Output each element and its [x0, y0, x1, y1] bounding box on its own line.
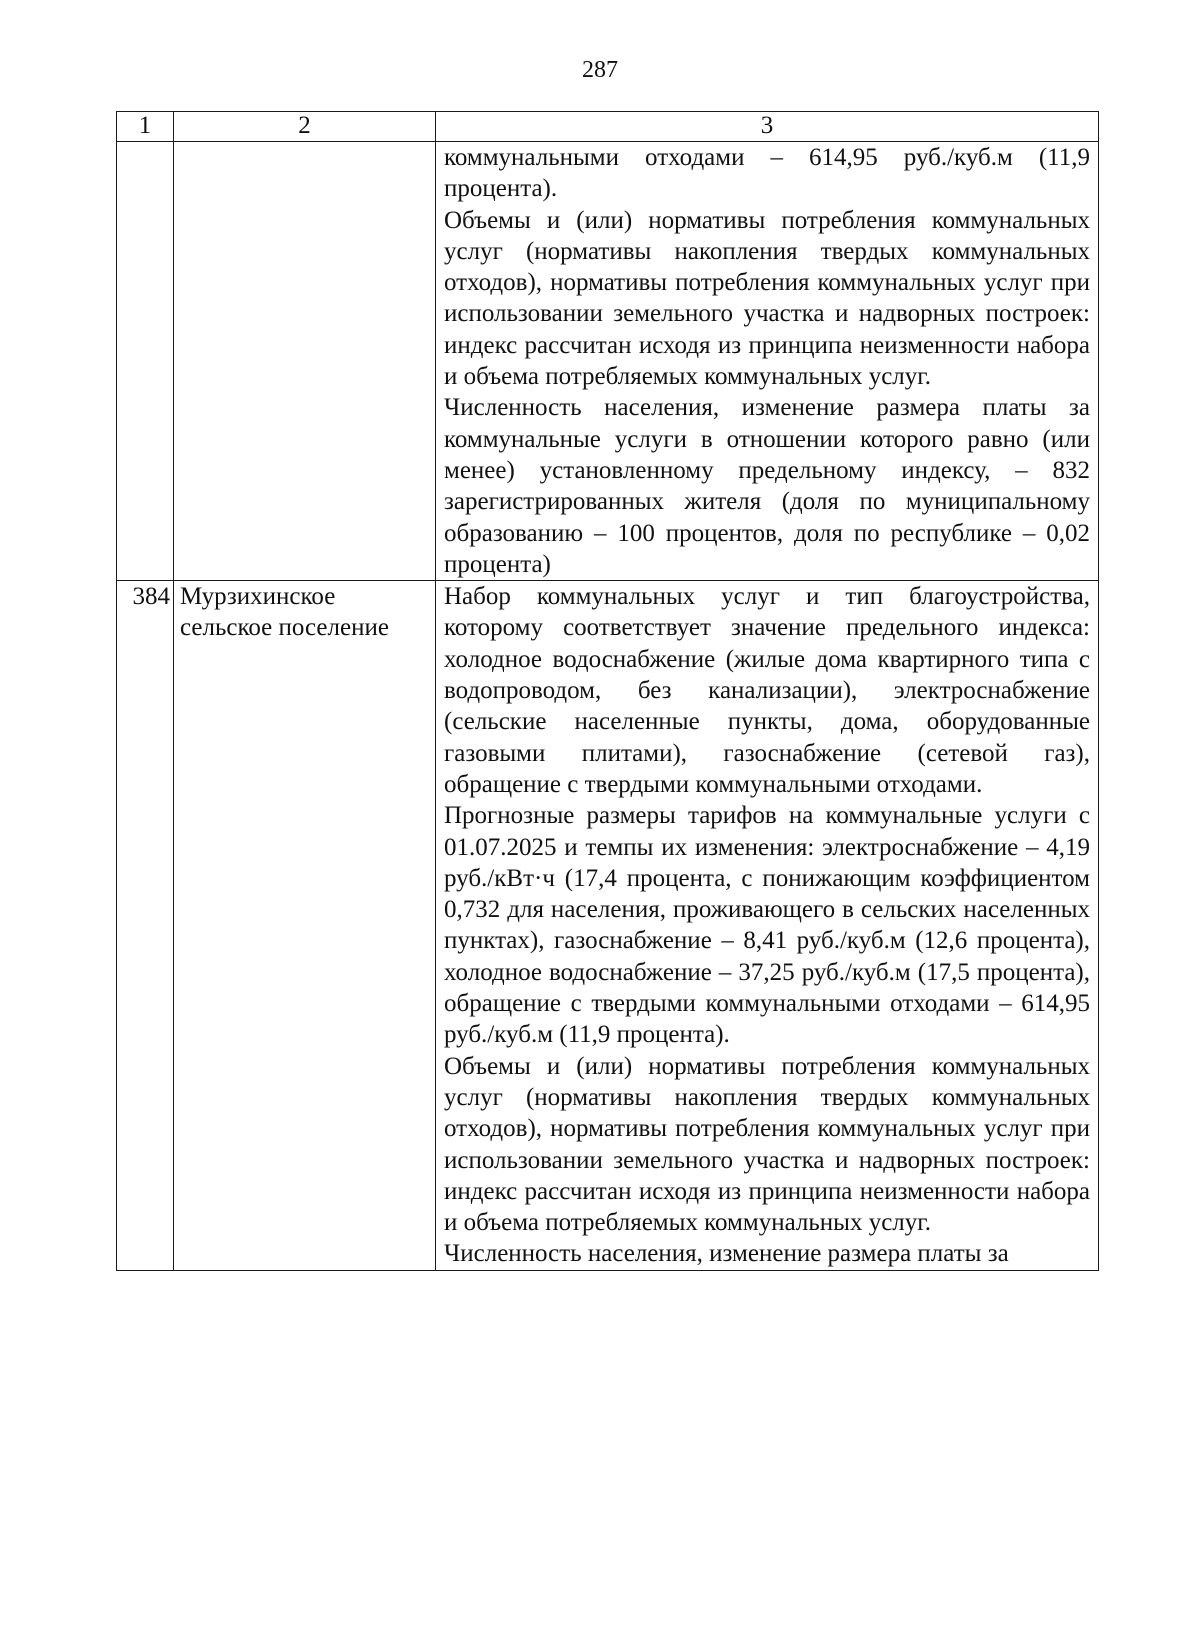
row-number [117, 142, 174, 581]
row-description [436, 581, 1099, 1271]
paragraph: Численность населения, изменение размера платы за коммунальные услуги в отношении которого равно (или менее) установленному предельному индексу, – 832 зарегистрированных жителя (доля по муниципальному образованию – 100 процентов, доля по республике – 0,02 процента) [444, 394, 1090, 578]
header-col-2: 2 [174, 112, 436, 142]
header-col-1: 1 [117, 112, 174, 142]
paragraph: Прогнозные размеры тарифов на коммунальные услуги с 01.07.2025 и темпы их изменения: электроснабжение – 4,19 руб./кВт·ч (17,4 процента, с понижающим коэффициентом 0,732 для населения, проживающего в сельских населенных пунктах), газоснабжение – 8,41 руб./куб.м (12,6 процента), холодное водоснабжение – 37,25 руб./куб.м (17,5 процента), обращение с твердыми коммунальными отходами – 614,95 руб./куб.м (11,9 процента). [444, 802, 1090, 1049]
paragraph: коммунальными отходами – 614,95 руб./куб.м (11,9 процента). [444, 144, 1090, 203]
paragraph: Объемы и (или) нормативы потребления коммунальных услуг (нормативы накопления твердых коммунальных отходов), нормативы потребления коммунальных услуг при использовании земельного участка и надворных построек: индекс рассчитан исходя из принципа неизменности набора и объема потребляемых коммунальных услуг. [444, 206, 1090, 391]
paragraph: Объемы и (или) нормативы потребления коммунальных услуг (нормативы накопления твердых коммунальных отходов), нормативы потребления коммунальных услуг при использовании земельного участка и надворных построек: индекс рассчитан исходя из принципа неизменности набора и объема потребляемых коммунальных услуг. [444, 1052, 1090, 1237]
header-col-3: 3 [436, 112, 1099, 142]
page-number: 287 [582, 57, 618, 83]
tariff-table [116, 111, 1099, 1271]
paragraph: Численность населения, изменение размера платы за [444, 1240, 1009, 1268]
table-row [117, 142, 1099, 581]
row-description [436, 142, 1099, 581]
settlement-name [174, 142, 436, 581]
table-header-row [117, 112, 1099, 142]
row-number: 384 [117, 581, 174, 1271]
paragraph: Набор коммунальных услуг и тип благоустройства, которому соответствует значение предельного индекса: холодное водоснабжение (жилые дома квартирного типа с водопроводом, без канализации), электроснабжение (сельские населенные пункты, дома, оборудованные газовыми плитами), газоснабжение (сетевой газ), обращение с твердыми коммунальными отходами. [444, 583, 1090, 798]
table-row [117, 581, 1099, 1271]
settlement-name: Мурзихинское сельское поселение [174, 581, 436, 1271]
